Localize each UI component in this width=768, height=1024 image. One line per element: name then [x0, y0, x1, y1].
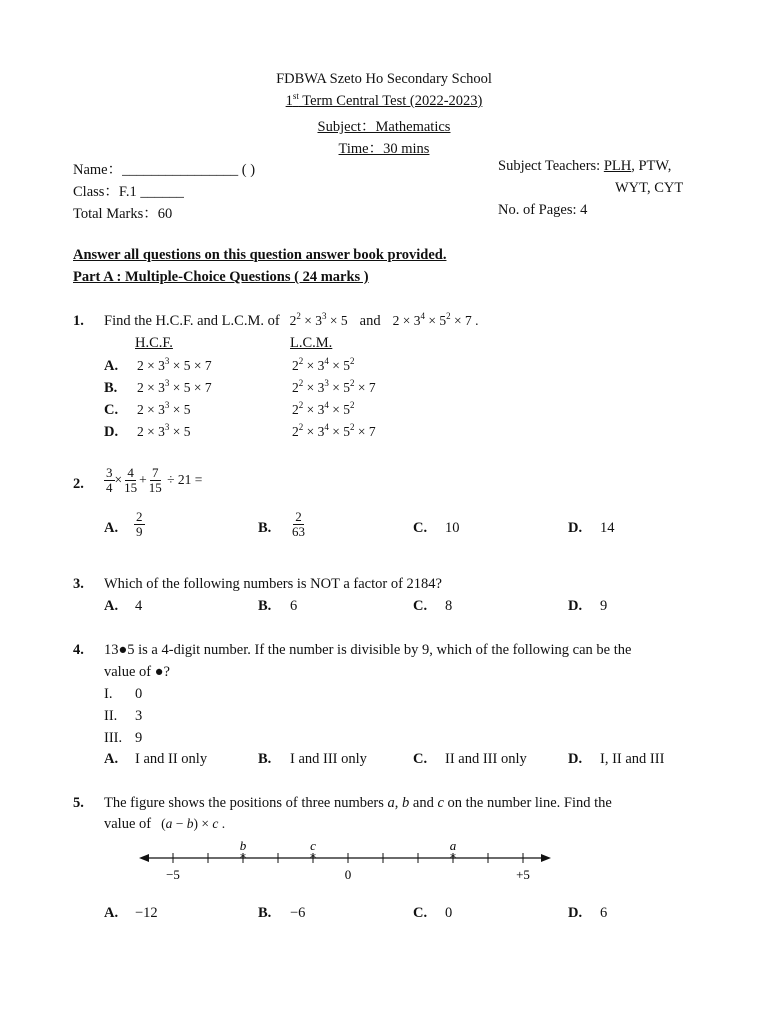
q2-option-d-letter[interactable]: D. — [568, 520, 583, 536]
q3-text: Which of the following numbers is NOT a factor of 2184? — [104, 576, 442, 592]
q1-option-a-lcm: $2^2 \times 3^4 \times 5^2$ — [292, 356, 355, 373]
q1-option-b-lcm: $2^2 \times 3^3 \times 5^2 \times 7$ — [292, 378, 376, 395]
q4-statement-2-value: 3 — [135, 708, 143, 724]
point-label-a: a — [449, 838, 457, 853]
q3-option-c-letter[interactable]: C. — [413, 598, 428, 614]
q5-option-d-letter[interactable]: D. — [568, 905, 583, 921]
q5-var-a: a — [387, 795, 395, 811]
page-count: No. of Pages: 4 — [498, 202, 588, 218]
point-label-b: b — [239, 838, 247, 853]
tick-label-minus5: −5 — [166, 867, 180, 882]
q5-line1-pre: The figure shows the positions of three numbers — [104, 795, 388, 811]
part-a-title: Part A : Multiple-Choice Questions ( 24 marks ) — [73, 269, 369, 285]
q2-option-a-value — [134, 510, 145, 539]
q1-expr1: $2^2 \times 3^3 \times 5$ — [289, 311, 348, 328]
q5-option-c-letter[interactable]: C. — [413, 905, 428, 921]
subject-teachers — [498, 158, 671, 175]
q2-option-b-letter[interactable]: B. — [258, 520, 272, 536]
q1-expr2: $2 \times 3^4 \times 5^2 \times 7$ . — [392, 311, 479, 328]
q2-b-den: 63 — [292, 524, 305, 539]
q2-a-den: 9 — [136, 524, 143, 539]
term-superscript: st — [292, 91, 299, 101]
time-text: Time：30 mins — [338, 141, 430, 157]
q5-line2-text: value of — [104, 816, 152, 832]
subject-text: Subject：Mathematics — [317, 119, 451, 135]
q1-and: and — [359, 313, 381, 329]
q4-option-a-letter[interactable]: A. — [104, 751, 119, 767]
q1-stem: Find the H.C.F. and L.C.M. of — [104, 313, 280, 329]
q3-option-a-value: 4 — [135, 598, 143, 614]
q2-expression: $\frac{3}{4}$ × $\frac{4}{15}$ + $\frac{7}{15}$ ÷ 21 = — [106, 465, 203, 495]
q5-option-a-letter[interactable]: A. — [104, 905, 119, 921]
q5-option-d-value: 6 — [600, 905, 608, 921]
q3-option-d-value: 9 — [600, 598, 608, 614]
q5-var-b: b — [402, 795, 410, 811]
point-marker: * — [450, 851, 456, 865]
q4-statement-3-roman: III. — [104, 730, 123, 746]
q4-option-d-letter[interactable]: D. — [568, 751, 583, 767]
q4-option-c-value: II and III only — [445, 751, 527, 767]
tick-label-plus5: +5 — [516, 867, 530, 882]
subject-line — [0, 115, 768, 136]
q2-option-a-letter[interactable]: A. — [104, 520, 119, 536]
q1-option-b-letter[interactable]: B. — [104, 380, 118, 396]
q1-lcm-header: L.C.M. — [290, 335, 333, 351]
q3-option-a-letter[interactable]: A. — [104, 598, 119, 614]
q3-number: 3. — [73, 576, 84, 592]
q3-option-c-value: 8 — [445, 598, 453, 614]
class-field[interactable]: Class：F.1 ______ — [73, 184, 184, 200]
name-field[interactable]: Name：________________ ( ) — [73, 162, 256, 178]
q4-option-c-letter[interactable]: C. — [413, 751, 428, 767]
q1-option-d-lcm: $2^2 \times 3^4 \times 5^2 \times 7$ — [292, 422, 376, 439]
q4-statement-1-value: 0 — [135, 686, 143, 702]
right-arrow-icon — [541, 854, 551, 862]
q3-option-b-value: 6 — [290, 598, 298, 614]
q1-text — [104, 313, 478, 330]
q2-option-c-letter[interactable]: C. — [413, 520, 428, 536]
q5-line1: The figure shows the positions of three numbers a, b and c on the number line. Find the — [104, 795, 612, 811]
q1-hcf-header: H.C.F. — [135, 335, 173, 351]
q5-option-a-value: −12 — [135, 905, 158, 921]
q4-option-d-value: I, II and III — [600, 751, 665, 767]
point-label-c: c — [310, 838, 316, 853]
number-line — [135, 835, 565, 885]
q1-option-d-hcf: $2 \times 3^3 \times 5$ — [137, 422, 191, 439]
term-rest: Term Central Test (2022-2023) — [298, 93, 483, 109]
instruction-line: Answer all questions on this question answer book provided. — [73, 247, 447, 263]
left-arrow-icon — [139, 854, 149, 862]
q5-option-b-value: −6 — [290, 905, 306, 921]
test-title — [0, 93, 768, 110]
q5-option-b-letter[interactable]: B. — [258, 905, 272, 921]
q2-option-b-value — [290, 510, 307, 539]
q2-b-num: 2 — [295, 509, 302, 524]
q2-number: 2. — [73, 476, 84, 492]
q1-option-a-hcf: $2 \times 3^3 \times 5 \times 7$ — [137, 356, 212, 373]
q1-option-a-letter[interactable]: A. — [104, 358, 119, 374]
q5-line1-post: on the number line. Find the — [443, 795, 612, 811]
q4-statement-3-value: 9 — [135, 730, 143, 746]
teachers-line2: WYT, CYT — [615, 180, 684, 196]
q4-statement-2-roman: II. — [104, 708, 118, 724]
q1-option-d-letter[interactable]: D. — [104, 424, 119, 440]
q1-number: 1. — [73, 313, 84, 329]
q5-expression: (a − b) × c . — [161, 816, 226, 831]
q4-line1: 13●5 is a 4-digit number. If the number is divisible by 9, which of the following can be the — [104, 642, 632, 658]
q5-line2 — [104, 816, 225, 833]
teacher-underlined: PLH — [603, 158, 632, 174]
q2-option-c-value: 10 — [445, 520, 460, 536]
total-marks: Total Marks：60 — [73, 206, 173, 222]
term-number: 1 — [285, 93, 293, 109]
school-name: FDBWA Szeto Ho Secondary School — [276, 71, 492, 87]
q2-option-d-value: 14 — [600, 520, 615, 536]
q5-option-c-value: 0 — [445, 905, 453, 921]
teachers-rest: , PTW, — [631, 158, 672, 174]
teachers-label: Subject Teachers: — [498, 158, 604, 174]
time-line — [0, 137, 768, 158]
q4-statement-1-roman: I. — [104, 686, 113, 702]
point-marker: * — [240, 851, 246, 865]
q1-option-c-lcm: $2^2 \times 3^4 \times 5^2$ — [292, 400, 355, 417]
q1-option-c-hcf: $2 \times 3^3 \times 5$ — [137, 400, 191, 417]
q4-line2: value of ●? — [104, 664, 170, 680]
q4-option-b-letter[interactable]: B. — [258, 751, 272, 767]
q4-number: 4. — [73, 642, 84, 658]
q5-number: 5. — [73, 795, 84, 811]
q5-var-c: c — [437, 795, 444, 811]
q1-option-b-hcf: $2 \times 3^3 \times 5 \times 7$ — [137, 378, 212, 395]
q3-option-d-letter[interactable]: D. — [568, 598, 583, 614]
q4-option-a-value: I and II only — [135, 751, 208, 767]
q2-a-num: 2 — [136, 509, 143, 524]
tick-label-zero: 0 — [344, 867, 352, 882]
q4-option-b-value: I and III only — [290, 751, 367, 767]
q3-option-b-letter[interactable]: B. — [258, 598, 272, 614]
q1-option-c-letter[interactable]: C. — [104, 402, 119, 418]
point-marker: * — [310, 851, 316, 865]
